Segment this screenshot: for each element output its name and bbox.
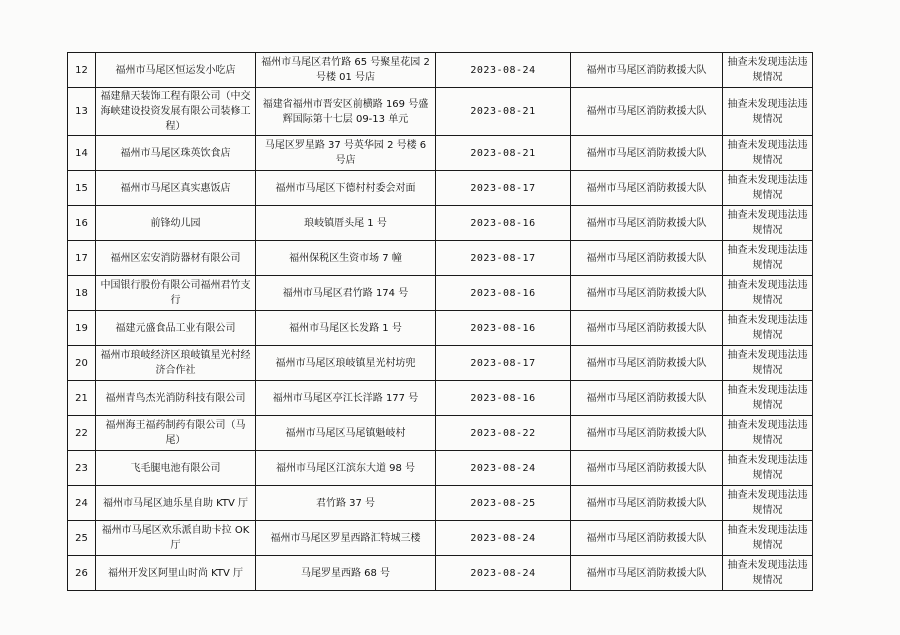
row-number-cell: 24 bbox=[68, 486, 96, 521]
entity-address-cell: 福州市马尾区江滨东大道 98 号 bbox=[256, 451, 436, 486]
inspection-result-cell: 抽查未发现违法违规情况 bbox=[723, 53, 813, 88]
entity-address-cell: 福州市马尾区长发路 1 号 bbox=[256, 311, 436, 346]
table-row bbox=[68, 416, 813, 451]
row-number-cell: 19 bbox=[68, 311, 96, 346]
inspecting-unit-cell: 福州市马尾区消防救援大队 bbox=[571, 311, 723, 346]
entity-address-cell: 福州市马尾区君竹路 65 号聚星花园 2 号楼 01 号店 bbox=[256, 53, 436, 88]
inspecting-unit-cell: 福州市马尾区消防救援大队 bbox=[571, 521, 723, 556]
table-row bbox=[68, 556, 813, 591]
row-number-cell: 25 bbox=[68, 521, 96, 556]
entity-name-cell: 福州市马尾区迪乐星自助 KTV 厅 bbox=[96, 486, 256, 521]
table-row bbox=[68, 346, 813, 381]
table-row bbox=[68, 136, 813, 171]
inspecting-unit-cell: 福州市马尾区消防救援大队 bbox=[571, 486, 723, 521]
row-number-cell: 16 bbox=[68, 206, 96, 241]
inspecting-unit-cell: 福州市马尾区消防救援大队 bbox=[571, 88, 723, 136]
inspection-result-cell: 抽查未发现违法违规情况 bbox=[723, 206, 813, 241]
inspection-date-cell: 2023-08-16 bbox=[436, 381, 571, 416]
inspection-result-cell: 抽查未发现违法违规情况 bbox=[723, 88, 813, 136]
inspecting-unit-cell: 福州市马尾区消防救援大队 bbox=[571, 206, 723, 241]
inspection-result-cell: 抽查未发现违法违规情况 bbox=[723, 381, 813, 416]
entity-name-cell: 福州市马尾区恒运发小吃店 bbox=[96, 53, 256, 88]
inspection-date-cell: 2023-08-17 bbox=[436, 171, 571, 206]
inspection-date-cell: 2023-08-22 bbox=[436, 416, 571, 451]
inspection-result-cell: 抽查未发现违法违规情况 bbox=[723, 171, 813, 206]
inspecting-unit-cell: 福州市马尾区消防救援大队 bbox=[571, 416, 723, 451]
inspection-date-cell: 2023-08-24 bbox=[436, 556, 571, 591]
inspection-date-cell: 2023-08-25 bbox=[436, 486, 571, 521]
entity-address-cell: 福建省福州市晋安区前横路 169 号盛辉国际第十七层 09-13 单元 bbox=[256, 88, 436, 136]
inspection-result-cell: 抽查未发现违法违规情况 bbox=[723, 241, 813, 276]
inspection-date-cell: 2023-08-17 bbox=[436, 346, 571, 381]
inspecting-unit-cell: 福州市马尾区消防救援大队 bbox=[571, 171, 723, 206]
table-row bbox=[68, 521, 813, 556]
inspecting-unit-cell: 福州市马尾区消防救援大队 bbox=[571, 276, 723, 311]
table-row bbox=[68, 88, 813, 136]
row-number-cell: 26 bbox=[68, 556, 96, 591]
entity-name-cell: 福州青鸟杰光消防科技有限公司 bbox=[96, 381, 256, 416]
entity-address-cell: 马尾罗星西路 68 号 bbox=[256, 556, 436, 591]
entity-address-cell: 福州保税区生资市场 7 幢 bbox=[256, 241, 436, 276]
inspection-date-cell: 2023-08-24 bbox=[436, 53, 571, 88]
entity-name-cell: 福州开发区阿里山时尚 KTV 厅 bbox=[96, 556, 256, 591]
entity-address-cell: 马尾区罗星路 37 号英华园 2 号楼 6 号店 bbox=[256, 136, 436, 171]
row-number-cell: 12 bbox=[68, 53, 96, 88]
table-row bbox=[68, 276, 813, 311]
inspection-result-cell: 抽查未发现违法违规情况 bbox=[723, 521, 813, 556]
row-number-cell: 17 bbox=[68, 241, 96, 276]
entity-name-cell: 福建元盛食品工业有限公司 bbox=[96, 311, 256, 346]
row-number-cell: 22 bbox=[68, 416, 96, 451]
table-row bbox=[68, 206, 813, 241]
inspecting-unit-cell: 福州市马尾区消防救援大队 bbox=[571, 381, 723, 416]
table-row bbox=[68, 171, 813, 206]
inspection-result-cell: 抽查未发现违法违规情况 bbox=[723, 346, 813, 381]
row-number-cell: 23 bbox=[68, 451, 96, 486]
inspection-date-cell: 2023-08-16 bbox=[436, 311, 571, 346]
table-row bbox=[68, 53, 813, 88]
table-body bbox=[68, 53, 813, 591]
table-row bbox=[68, 451, 813, 486]
inspecting-unit-cell: 福州市马尾区消防救援大队 bbox=[571, 556, 723, 591]
inspection-result-cell: 抽查未发现违法违规情况 bbox=[723, 451, 813, 486]
entity-name-cell: 福州市马尾区欢乐派自助卡拉 OK 厅 bbox=[96, 521, 256, 556]
inspection-date-cell: 2023-08-24 bbox=[436, 451, 571, 486]
entity-name-cell: 福州市马尾区真实惠饭店 bbox=[96, 171, 256, 206]
inspection-date-cell: 2023-08-16 bbox=[436, 276, 571, 311]
inspection-date-cell: 2023-08-24 bbox=[436, 521, 571, 556]
table-row bbox=[68, 241, 813, 276]
inspection-result-cell: 抽查未发现违法违规情况 bbox=[723, 556, 813, 591]
inspecting-unit-cell: 福州市马尾区消防救援大队 bbox=[571, 53, 723, 88]
entity-name-cell: 飞毛腿电池有限公司 bbox=[96, 451, 256, 486]
row-number-cell: 13 bbox=[68, 88, 96, 136]
inspection-result-cell: 抽查未发现违法违规情况 bbox=[723, 486, 813, 521]
row-number-cell: 15 bbox=[68, 171, 96, 206]
entity-address-cell: 福州市马尾区马尾镇魁岐村 bbox=[256, 416, 436, 451]
entity-name-cell: 前锋幼儿园 bbox=[96, 206, 256, 241]
entity-address-cell: 福州市马尾区琅岐镇星光村坊兜 bbox=[256, 346, 436, 381]
entity-address-cell: 福州市马尾区罗星西路汇特城三楼 bbox=[256, 521, 436, 556]
inspection-table bbox=[67, 52, 813, 591]
inspection-date-cell: 2023-08-16 bbox=[436, 206, 571, 241]
inspection-result-cell: 抽查未发现违法违规情况 bbox=[723, 416, 813, 451]
inspecting-unit-cell: 福州市马尾区消防救援大队 bbox=[571, 241, 723, 276]
table-row bbox=[68, 381, 813, 416]
entity-address-cell: 君竹路 37 号 bbox=[256, 486, 436, 521]
entity-address-cell: 琅岐镇厝头尾 1 号 bbox=[256, 206, 436, 241]
inspection-result-cell: 抽查未发现违法违规情况 bbox=[723, 136, 813, 171]
entity-name-cell: 福州市马尾区珠英饮食店 bbox=[96, 136, 256, 171]
entity-address-cell: 福州市马尾区下德村村委会对面 bbox=[256, 171, 436, 206]
entity-name-cell: 福州市琅岐经济区琅岐镇星光村经济合作社 bbox=[96, 346, 256, 381]
entity-address-cell: 福州市马尾区亭江长洋路 177 号 bbox=[256, 381, 436, 416]
entity-name-cell: 福州海王福药制药有限公司（马尾） bbox=[96, 416, 256, 451]
entity-name-cell: 福州区宏安消防器材有限公司 bbox=[96, 241, 256, 276]
entity-name-cell: 福建鼎天装饰工程有限公司（中交海峡建设投资发展有限公司装修工程） bbox=[96, 88, 256, 136]
row-number-cell: 14 bbox=[68, 136, 96, 171]
inspection-result-cell: 抽查未发现违法违规情况 bbox=[723, 311, 813, 346]
entity-address-cell: 福州市马尾区君竹路 174 号 bbox=[256, 276, 436, 311]
row-number-cell: 21 bbox=[68, 381, 96, 416]
inspection-result-cell: 抽查未发现违法违规情况 bbox=[723, 276, 813, 311]
inspection-date-cell: 2023-08-17 bbox=[436, 241, 571, 276]
inspecting-unit-cell: 福州市马尾区消防救援大队 bbox=[571, 136, 723, 171]
table-row bbox=[68, 311, 813, 346]
inspecting-unit-cell: 福州市马尾区消防救援大队 bbox=[571, 346, 723, 381]
inspection-date-cell: 2023-08-21 bbox=[436, 136, 571, 171]
row-number-cell: 20 bbox=[68, 346, 96, 381]
inspecting-unit-cell: 福州市马尾区消防救援大队 bbox=[571, 451, 723, 486]
row-number-cell: 18 bbox=[68, 276, 96, 311]
entity-name-cell: 中国银行股份有限公司福州君竹支行 bbox=[96, 276, 256, 311]
table-row bbox=[68, 486, 813, 521]
inspection-date-cell: 2023-08-21 bbox=[436, 88, 571, 136]
